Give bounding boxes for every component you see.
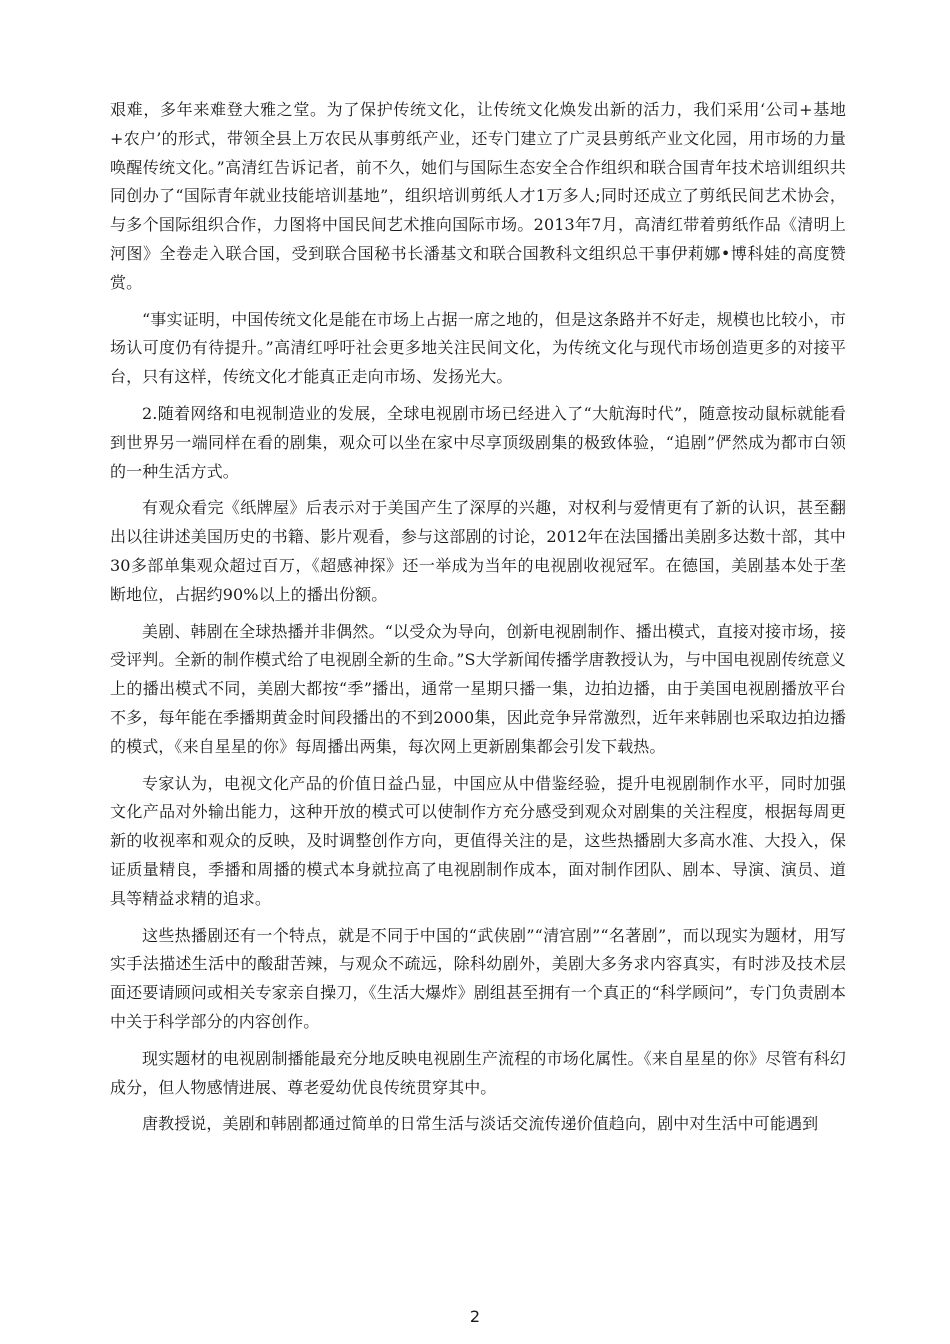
document-body: [110, 96, 846, 1147]
paragraph-9: 唐教授说，美剧和韩剧都通过简单的日常生活与淡话交流传递价值趋向，剧中对生活中可能遇到: [142, 1114, 819, 1134]
paragraph-8: 现实题材的电视剧制播能最充分地反映电视剧生产流程的市场化属性。《来自星星的你》尽管有科幻成分，但人物感情进展、尊老爱幼优良传统贯穿其中。: [110, 1048, 846, 1097]
paragraph-5: 美剧、韩剧在全球热播并非偶然。“以受众为导向，创新电视剧制作、播出模式，直接对接市场，接受评判。全新的制作模式给了电视剧全新的生命。”S大学新闻传播学唐教授认为，与中国电视剧传统意义上的播出模式不同，美剧大都按“季”播出，通常一星期只播一集，边拍边播，由于美国电视剧播放平台不多，每年能在季播期黄金时间段播出的不到2000集，因此竞争异常激烈，近年来韩剧也采取边拍边播的模式，《来自星星的你》每周播出两集，每次网上更新剧集都会引发下载热。: [110, 621, 846, 756]
paragraph-3: 2.随着网络和电视制造业的发展，全球电视剧市场已经进入了“大航海时代”，随意按动鼠标就能看到世界另一端同样在看的剧集，观众可以坐在家中尽享顶级剧集的极致体验，“追剧”俨然成为都市白领的一种生活方式。: [110, 403, 846, 481]
paragraph-6: 专家认为，电视文化产品的价值日益凸显，中国应从中借鉴经验，提升电视剧制作水平，同时加强文化产品对外输出能力，这种开放的模式可以使制作方充分感受到观众对剧集的关注程度，根据每周更新的收视率和观众的反映，及时调整创作方向，更值得关注的是，这些热播剧大多高水准、大投入，保证质量精良，季播和周播的模式本身就拉高了电视剧制作成本，面对制作团队、剧本、导演、演员、道具等精益求精的追求。: [110, 773, 846, 908]
paragraph-7: 这些热播剧还有一个特点，就是不同于中国的“武侠剧”“清宫剧”“名著剧”，而以现实为题材，用写实手法描述生活中的酸甜苦辣，与观众不疏远，除科幼剧外，美剧大多务求内容真实，有时涉及技术层面还要请顾问或相关专家亲自操刀，《生活大爆炸》剧组甚至拥有一个真正的“科学顾问”，专门负责剧本中关于科学部分的内容创作。: [110, 925, 846, 1031]
paragraph-1: 艰难，多年来难登大雅之堂。为了保护传统文化，让传统文化焕发出新的活力，我们采用‘公司+基地+农户’的形式，带领全县上万农民从事剪纸产业，还专门建立了广灵县剪纸产业文化园，用市场的力量唤醒传统文化。”高清红告诉记者，前不久，她们与国际生态安全合作组织和联合国青年技术培训组织共同创办了“国际青年就业技能培训基地”，组织培训剪纸人才1万多人;同时还成立了剪纸民间艺术协会，与多个国际组织合作，力图将中国民间艺术推向国际市场。2013年7月，高清红带着剪纸作品《清明上河图》全卷走入联合国，受到联合国秘书长潘基文和联合国教科文组织总干事伊莉娜•博科娃的高度赞赏。: [110, 100, 846, 292]
paragraph-2: “事实证明，中国传统文化是能在市场上占据一席之地的，但是这条路并不好走，规模也比较小，市场认可度仍有待提升。”高清红呼吁社会更多地关注民间文化，为传统文化与现代市场创造更多的对接平台，只有这样，传统文化才能真正走向市场、发扬光大。: [110, 309, 846, 387]
page-number: 2: [469, 1307, 481, 1326]
paragraph-4: 有观众看完《纸牌屋》后表示对于美国产生了深厚的兴趣，对权利与爱情更有了新的认识，甚至翻出以往讲述美国历史的书籍、影片观看，参与这部剧的讨论，2012年在法国播出美剧多达数十部，其中30多部单集观众超过百万，《超感神探》还一举成为当年的电视剧收视冠军。在德国，美剧基本处于垄断地位，占据约90%以上的播出份额。: [110, 498, 846, 604]
